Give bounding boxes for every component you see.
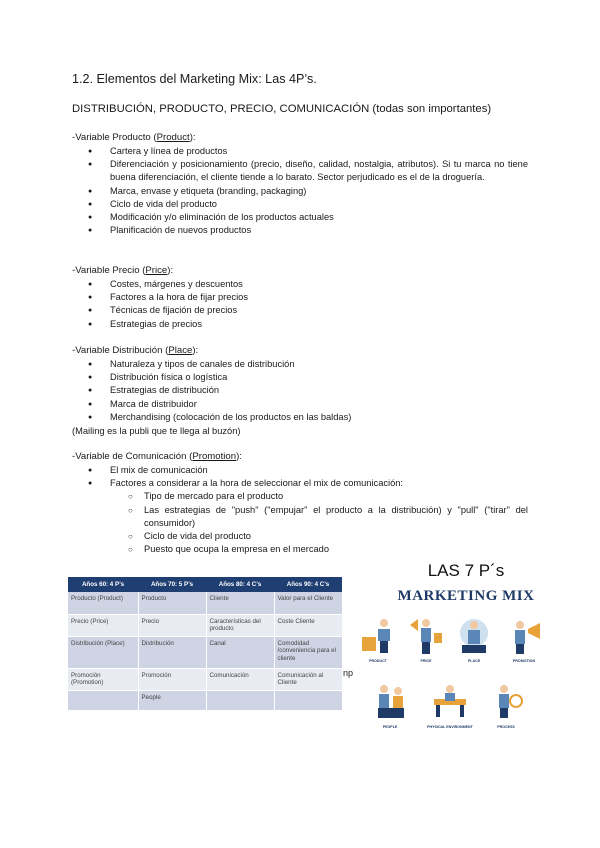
table-row [68,668,342,690]
seven-ps-title: LAS 7 P´s [427,561,505,580]
column-header: Años 60: 4 P’s [68,577,138,592]
title-prefix: -Variable de Comunicación ( [72,451,193,462]
place-label: PLACE [467,659,481,663]
section-heading: 1.2. Elementos del Marketing Mix: Las 4P’s. [72,72,317,86]
list-item: ● Estrategias de precios [72,318,528,331]
list-item: ● Distribución física o logística [72,371,528,384]
table-cell: Comunicación al Cliente [274,668,342,690]
title-prefix: -Variable Precio ( [72,265,146,276]
term-place: Place [168,345,193,356]
sublist-item: ○ Las estrategias de "push" ("empujar" el producto a la distribución) y "pull" ("tirar" del consumidor) [110,504,528,530]
table-cell: Características del producto [206,614,274,636]
term-price: Price [145,265,168,276]
term-product: Product [156,132,190,143]
list-item: ● Naturaleza y tipos de canales de distribución [72,358,528,371]
table-cell: Cliente [206,592,274,614]
table-row [68,636,342,668]
list-item-text: Factores a considerar a la hora de seleccionar el mix de comunicación: [110,478,403,489]
variable-distribucion-title [72,345,198,356]
table-cell: Valor para el Cliente [274,592,342,614]
table-cell: Precio [138,614,206,636]
table-cell: Distribución (Place) [68,636,138,668]
promotion-figure-icon [504,615,544,659]
product-figure-icon [358,615,398,659]
producto-list [72,145,528,237]
table-cell: Canal [206,636,274,668]
list-item: ● Estrategias de distribución [72,384,528,397]
table-cell: Promoción (Promotion) [68,668,138,690]
table-cell [68,690,138,710]
list-item: ● Marca de distribuidor [72,398,528,411]
seven-ps-illustration [352,555,580,745]
list-item: ● Cartera y línea de productos [72,145,528,158]
product-label: PRODUCT [369,659,387,663]
table-cell [274,690,342,710]
list-item: ● Factores a la hora de fijar precios [72,291,528,304]
table-cell: Comunicación [206,668,274,690]
list-item: ● Costes, márgenes y descuentos [72,278,528,291]
list-item: ● El mix de comunicación [72,464,528,477]
price-label: PRICE [420,659,432,663]
promotion-label: PROMOTION [512,659,536,663]
table-cell: Coste Cliente [274,614,342,636]
title-suffix: ): [189,132,196,143]
physical-environment-label: PHYSICAL ENVIRONMENT [427,725,473,729]
comunicacion-list [72,464,528,556]
list-item: ● Modificación y/o eliminación de los productos actuales [72,211,528,224]
table-cell: Producto (Product) [68,592,138,614]
title-prefix: -Variable Producto ( [72,132,157,143]
table-cell: Precio (Price) [68,614,138,636]
mailing-note: (Mailing es la publi que te llega al buzón) [72,426,241,436]
variable-comunicacion-title [72,451,242,462]
table-cell: Producto [138,592,206,614]
title-prefix: -Variable Distribución ( [72,345,169,356]
table-cell: Promoción [138,668,206,690]
list-item: ● Diferenciación y posicionamiento (precio, diseño, calidad, nostalgia, atributos). Si tu marca no tiene buena diferenciación, el cliente tiende a lo barato. Sector perjudicado es el de la droguería. [72,158,528,184]
term-promotion: Promotion [192,451,237,462]
factores-sublist [110,490,528,556]
column-header: Años 80: 4 C’s [206,577,274,592]
list-item: ● Técnicas de fijación de precios [72,304,528,317]
precio-list [72,278,528,331]
place-figure-icon [454,615,494,659]
clipped-text: np [343,668,354,678]
marketing-mix-evolution-table [68,577,343,711]
title-suffix: ): [236,451,242,462]
variable-precio-title [72,265,173,276]
people-label: PEOPLE [382,725,398,729]
physical-environment-figure-icon [430,679,470,723]
list-item: ● Marca, envase y etiqueta (branding, packaging) [72,185,528,198]
table-row [68,614,342,636]
subheading: DISTRIBUCIÓN, PRODUCTO, PRECIO, COMUNICACIÓN (todas son importantes) [72,103,492,115]
distribucion-list [72,358,528,424]
process-label: PROCESS [497,725,515,729]
table-cell: People [138,690,206,710]
list-item: ● Ciclo de vida del producto [72,198,528,211]
column-header: Años 70: 5 P’s [138,577,206,592]
list-item: ● Merchandising (colocación de los productos en las baldas) [72,411,528,424]
column-header: Años 90: 4 C’s [274,577,342,592]
table-cell [206,690,274,710]
table-row [68,690,342,710]
people-figure-icon [370,679,410,723]
list-item [72,477,528,556]
sublist-item: ○ Tipo de mercado para el producto [110,490,528,503]
marketing-mix-subtitle: MARKETING MIX [397,588,535,604]
table-cell: Distribución [138,636,206,668]
process-figure-icon [486,679,526,723]
variable-producto-title [72,132,196,143]
price-figure-icon [406,615,446,659]
title-suffix: ): [192,345,199,356]
table-cell: Comodidad /conveniencia para el cliente [274,636,342,668]
list-item: ● Planificación de nuevos productos [72,224,528,237]
table-row [68,592,342,614]
title-suffix: ): [167,265,174,276]
sublist-item: ○ Ciclo de vida del producto [110,530,528,543]
table-header-row [68,577,342,592]
sublist-item: ○ Puesto que ocupa la empresa en el mercado [110,543,528,556]
